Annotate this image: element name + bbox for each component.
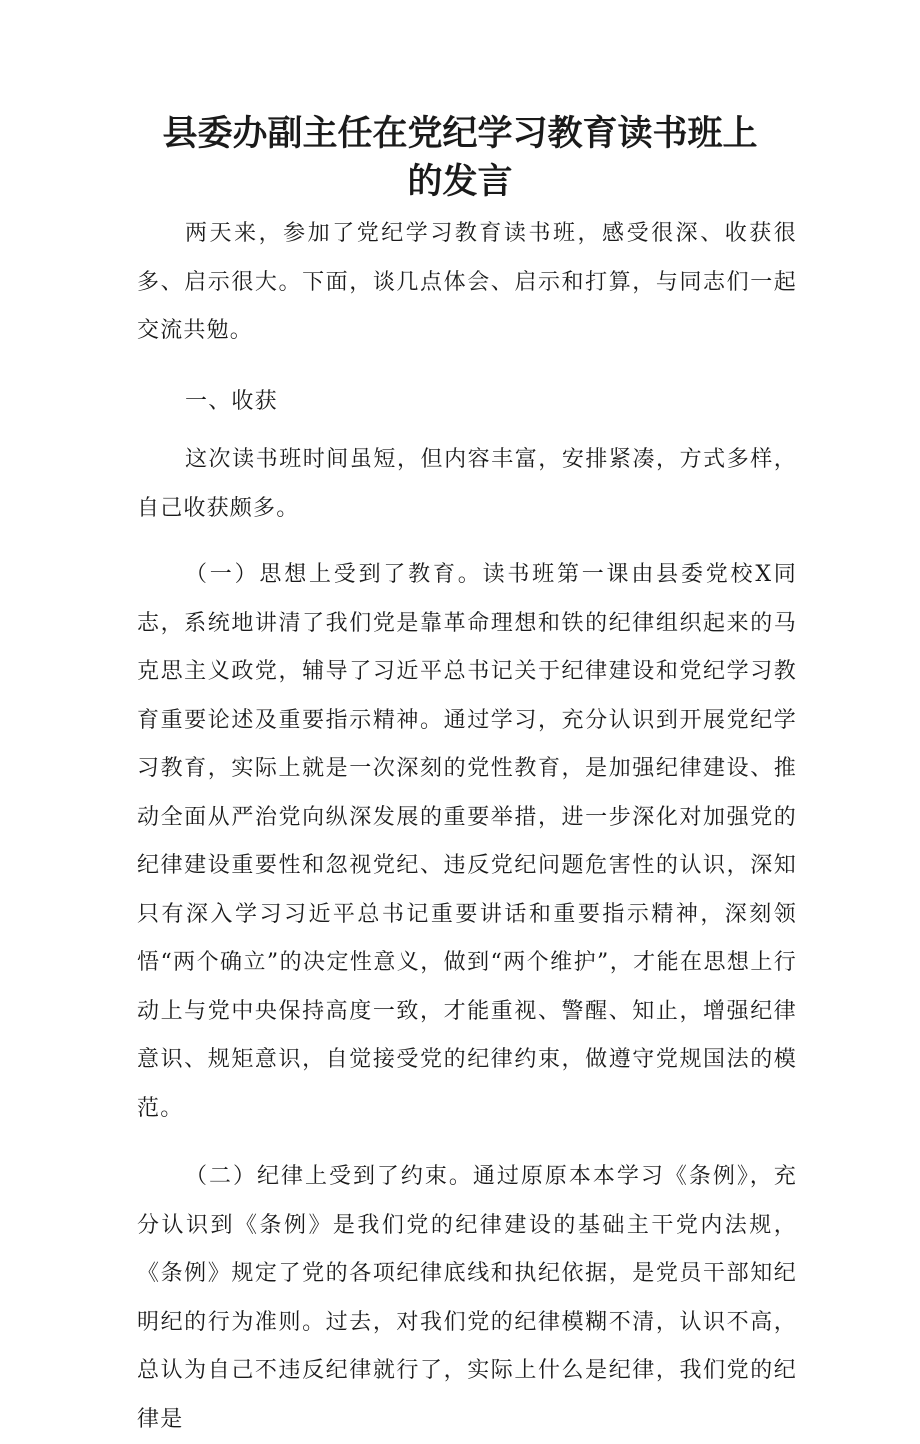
paragraph-harvest-summary: 这次读书班时间虽短，但内容丰富，安排紧凑，方式多样，自己收获颇多。	[137, 447, 797, 521]
paragraph-intro: 两天来，参加了党纪学习教育读书班，感受很深、收获很多、启示很大。下面，谈几点体会、启示和打算，与同志们一起交流共勉。	[137, 221, 797, 343]
section-heading-harvest: 一、收获	[185, 388, 278, 414]
paragraph-point-1: （一）思想上受到了教育。读书班第一课由县委党校X同志，系统地讲清了我们党是靠革命理想和铁的纪律组织起来的马克思主义政党，辅导了习近平总书记关于纪律建设和党纪学习教育重要论述及重要指示精神。通过学习，充分认识到开展党纪学习教育，实际上就是一次深刻的党性教育，是加强纪律建设、推动全面从严治党向纵深发展的重要举措，进一步深化对加强党的纪律建设重要性和忽视党纪、违反党纪问题危害性的认识，深知只有深入学习习近平总书记重要讲话和重要指示精神，深刻领悟“两个确立”的决定性意义，做到“两个维护”，才能在思想上行动上与党中央保持高度一致，才能重视、警醒、知止，增强纪律意识、规矩意识，自觉接受党的纪律约束，做遵守党规国法的模范。	[137, 562, 797, 1121]
document-title: 县委办副主任在党纪学习教育读书班上的发言	[162, 114, 758, 202]
paragraph-point-2: （二）纪律上受到了约束。通过原原本本学习《条例》，充分认识到《条例》是我们党的纪律建设的基础主干党内法规，《条例》规定了党的各项纪律底线和执纪依据，是党员干部知纪明纪的行为准则。过去，对我们党的纪律模糊不清，认识不高，总认为自己不违反纪律就行了，实际上什么是纪律，我们党的纪律是	[137, 1164, 797, 1432]
document-body	[137, 210, 797, 1444]
